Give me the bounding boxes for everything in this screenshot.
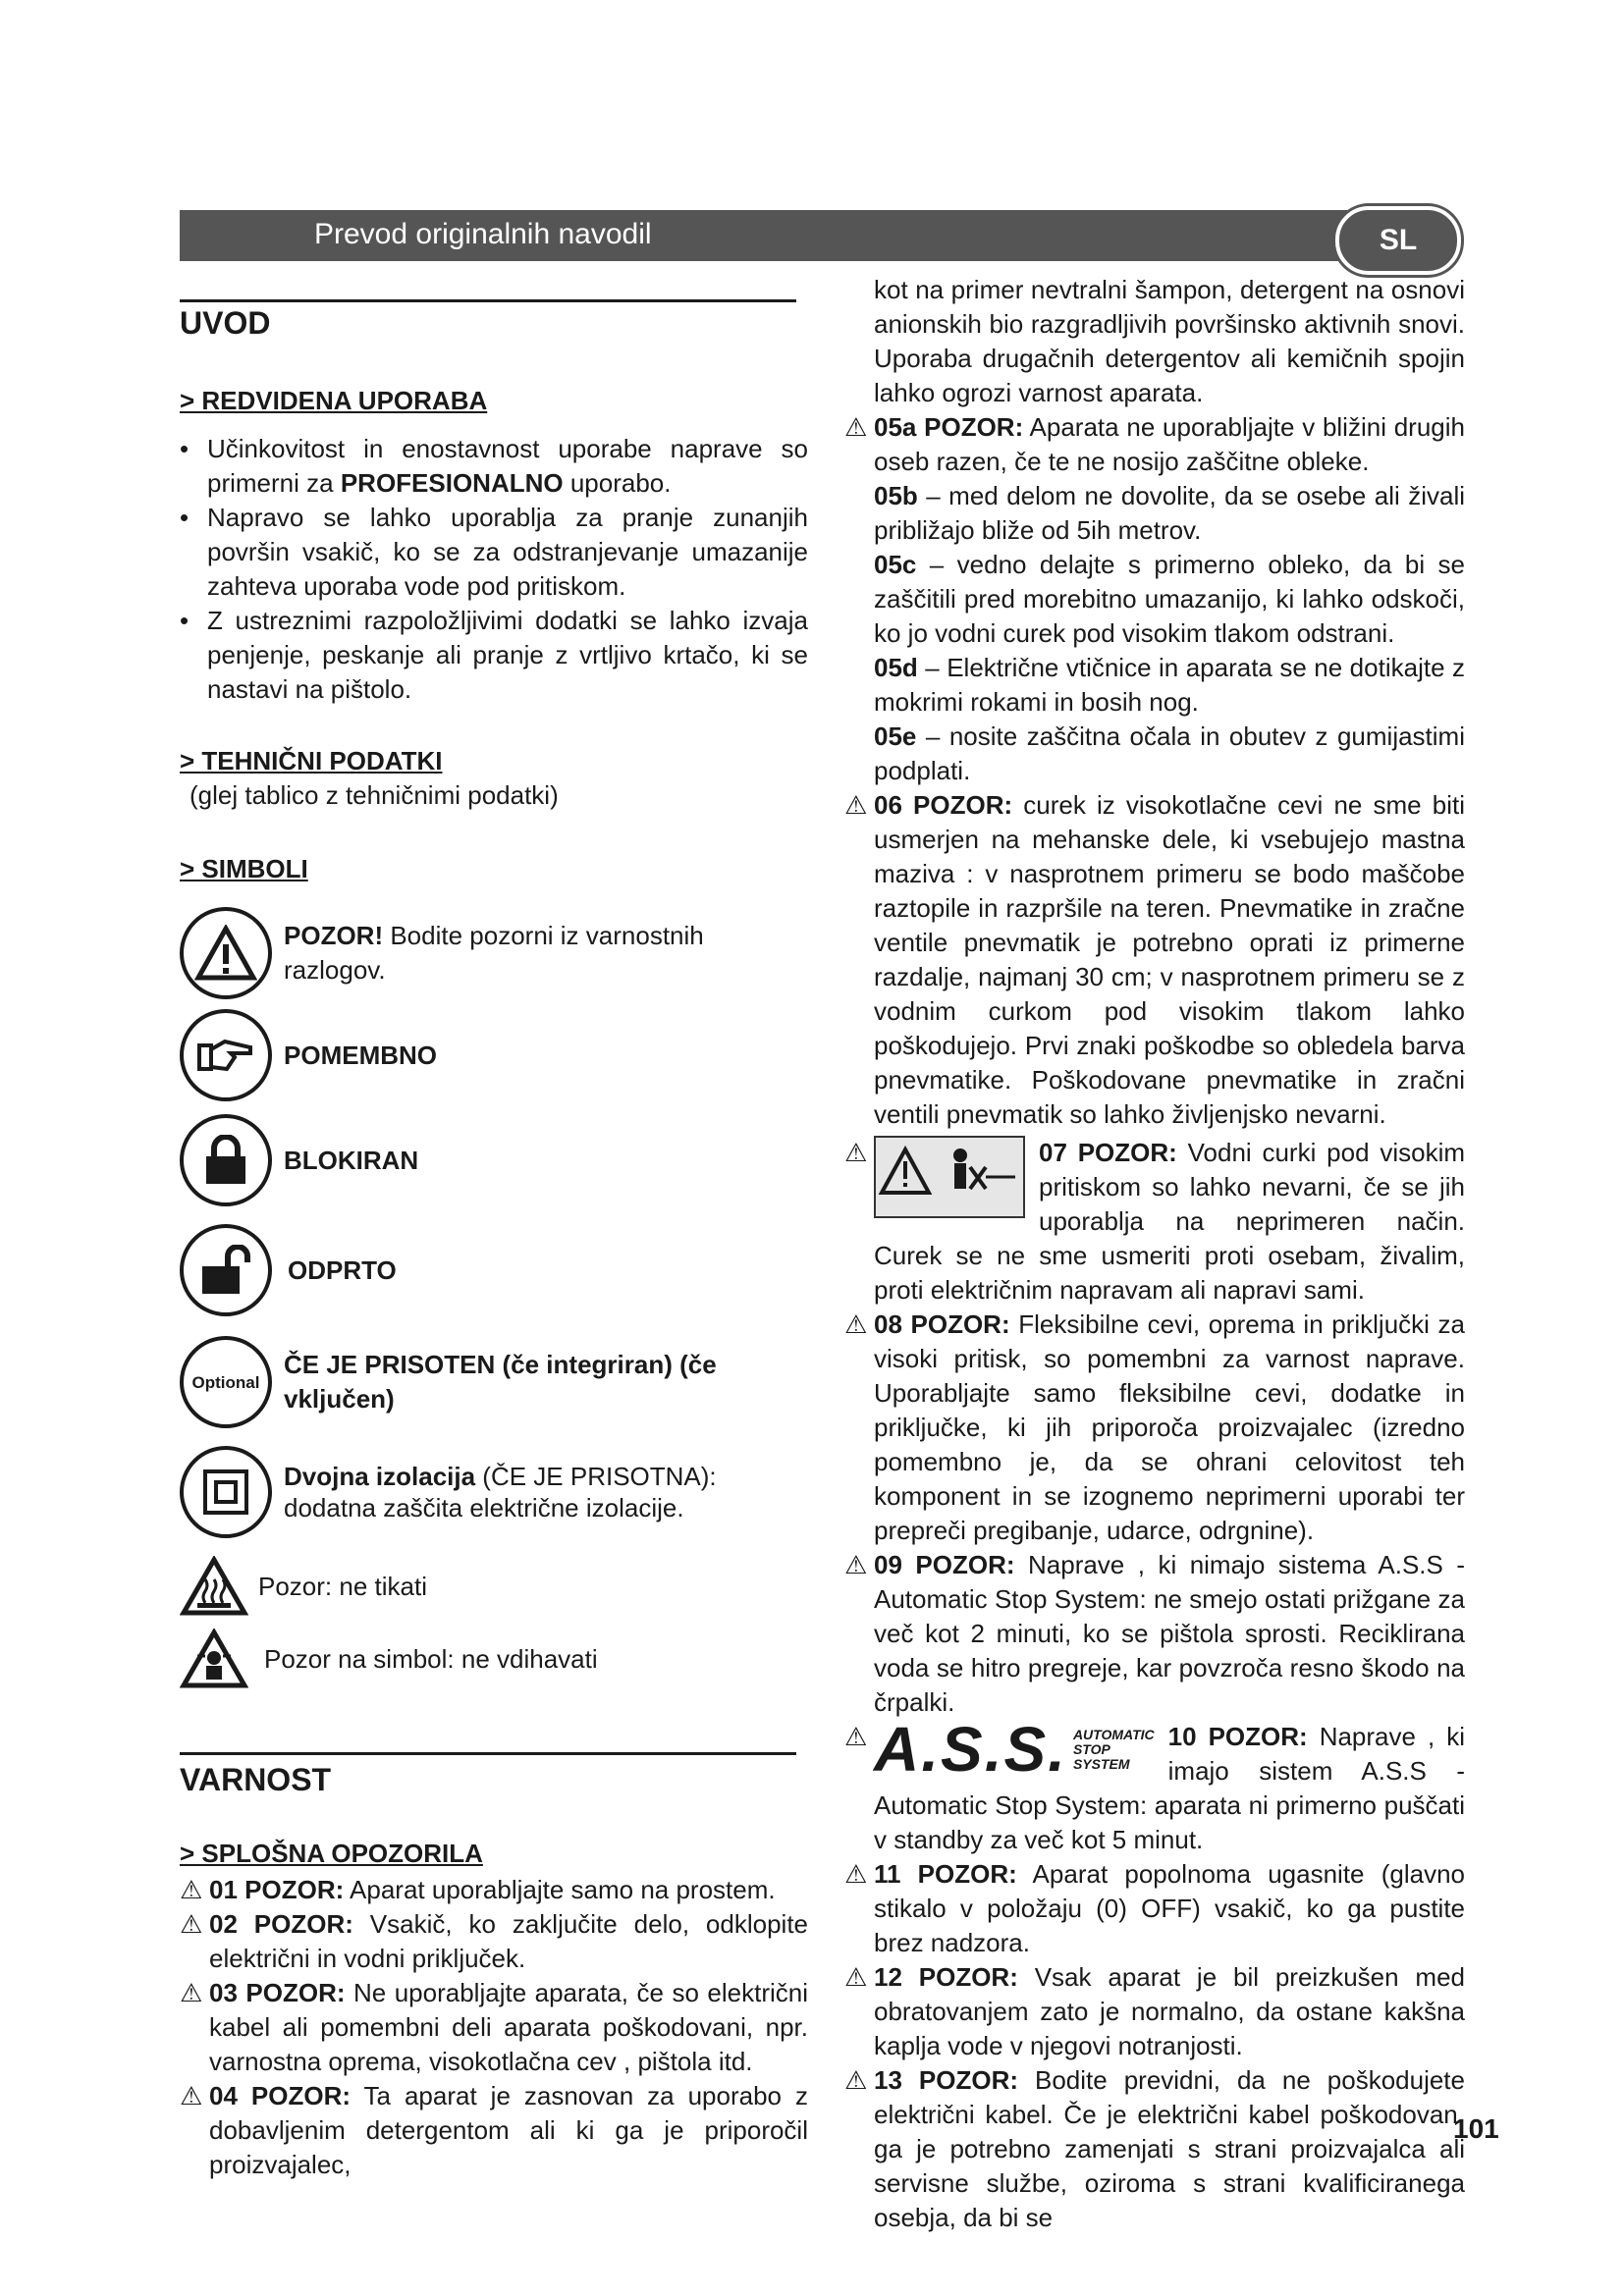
warning-triangle-icon: ⚠	[180, 2081, 203, 2110]
symbol-row-blokiran: BLOKIRAN	[180, 1106, 808, 1214]
warning-item: ⚠ 01 POZOR: Aparat uporabljajte samo na prostem.	[180, 1873, 808, 1907]
warning-triangle-icon: ⚠	[180, 1909, 203, 1939]
symbol-row-dvojna: Dvojna izolacija (ČE JE PRISOTNA): dodatna zaščita električne izolacije.	[180, 1438, 808, 1546]
symbol-row-pozor: POZOR! Bodite pozorni iz varnostnih razlogov.	[180, 902, 808, 1004]
warning-item: ⚠ 13 POZOR: Bodite previdni, da ne poškodujete električni kabel. Če je električni kabel poškodovan, ga je potrebno zamenjati s strani proizvajalca ali servisne službe, oziroma s strani kvalificiranega osebja, da bi se	[844, 2065, 1465, 2232]
warning-item: ⚠ A.S.S. AUTOMATIC STOP SYSTEM 10 POZOR: Naprave , ki imajo sistem A.S.S - Automatic Stop System: aparata ni primerno puščati v standby za več kot 5 minut.	[844, 1714, 1465, 1854]
heading-splosna: > SPLOŠNA OPOZORILA	[180, 1839, 483, 1868]
tehnicni-text: (glej tablico z tehničnimi podatki)	[189, 780, 559, 810]
hot-surface-icon	[180, 1556, 248, 1617]
warning-item: ⚠ 12 POZOR: Vsak aparat je bil preizkušen med obratovanjem zato je normalno, da ostane kakšna kaplja vode v njegovi notranjosti.	[844, 1962, 1465, 2060]
intended-use-list	[180, 432, 808, 707]
warning-item: ⚠ 11 POZOR: Aparat popolnoma ugasnite (glavno stikalo v položaju (0) OFF) vsakič, ko ga pustite brez nadzora.	[844, 1859, 1465, 1957]
warning-subitem: 05c – vedno delajte s primerno obleko, da bi se zaščitili pred morebitno umazanijo, ki lahko odskoči, ko jo vodni curek pod visokim tlakom odstrani.	[874, 550, 1465, 648]
left-column	[180, 294, 808, 2182]
warning-triangle-icon: ⚠	[844, 412, 868, 442]
lock-closed-icon	[180, 1114, 272, 1206]
symbol-row-pomembno: POMEMBNO	[180, 1004, 808, 1106]
divider	[180, 299, 796, 302]
warning-triangle-icon: ⚠	[844, 1138, 868, 1167]
warning-icon	[180, 907, 272, 999]
ass-logo: A.S.S. AUTOMATIC STOP SYSTEM	[874, 1714, 1155, 1785]
heading-tehnicni: > TEHNIČNI PODATKI	[180, 746, 443, 775]
header-title: Prevod originalnih navodil	[314, 218, 652, 250]
list-item: • Učinkovitost in enostavnost uporabe naprave so primerni za PROFESIONALNO uporabo.	[180, 432, 808, 501]
warning-triangle-icon: ⚠	[844, 1722, 868, 1751]
symbol-row-ne-tikati: Pozor: ne tikati	[180, 1550, 808, 1623]
language-badge: SL	[1335, 206, 1461, 275]
divider	[180, 1752, 796, 1755]
page-number: 101	[1453, 2113, 1499, 2144]
pointing-hand-icon	[180, 1009, 272, 1101]
optional-icon: Optional	[180, 1336, 272, 1428]
warning-subitem: 05e – nosite zaščitna očala in obutev z gumijastimi podplati.	[874, 721, 1465, 785]
warning-subitem: 05b – med delom ne dovolite, da se osebe ali živali približajo bliže od 5ih metrov.	[874, 481, 1465, 545]
warning-triangle-icon: ⚠	[844, 1859, 868, 1889]
warning-triangle-icon: ⚠	[844, 1309, 868, 1339]
warning-item: ⚠ 04 POZOR: Ta aparat je zasnovan za uporabo z dobavljenim detergentom ali ki ga je priporočil proizvajalec,	[180, 2081, 808, 2179]
warning-triangle-icon: ⚠	[180, 1875, 203, 1904]
water-jet-pictogram	[874, 1136, 1025, 1218]
warning-triangle-icon: ⚠	[844, 1962, 868, 1992]
heading-redvidena: > REDVIDENA UPORABA	[180, 386, 488, 415]
warning-subitem: 05d – Električne vtičnice in aparata se ne dotikajte z mokrimi rokami in bosih nog.	[874, 653, 1465, 717]
warning-triangle-icon: ⚠	[844, 1550, 868, 1579]
detergent-continuation: kot na primer nevtralni šampon, detergent na osnovi anionskih bio razgradljivih površinsko aktivnih snovi. Uporaba drugačnih detergentov ali kemičnih spojin lahko ogrozi varnost aparata.	[874, 275, 1465, 407]
warning-triangle-icon: ⚠	[180, 1978, 203, 2007]
symbol-row-optional: Optional ČE JE PRISOTEN (če integriran) (če vključen)	[180, 1326, 808, 1438]
list-item: • Z ustreznimi razpoložljivimi dodatki se lahko izvaja penjenje, peskanje ali pranje z vrtljivo krtačo, ki se nastavi na pištolo.	[180, 604, 808, 707]
warning-item: ⚠ 06 POZOR: curek iz visokotlačne cevi ne sme biti usmerjen na mehanske dele, ki vsebujejo mastna maziva : v nasprotnem primeru se bodo maščobe raztopile in razpršile na teren. Pnevmatike in zračne ventile pnevmatik je potrebno oprati iz primerne razdalje, najmanj 30 cm; v nasprotnem primeru se z vodnim curkom pod visokim tlakom lahko poškodujejo. Prvi znaki poškodbe so obledela barva pnevmatike. Poškodovane pnevmatike in zračni ventili pnevmatik so lahko življenjsko nevarni.	[844, 790, 1465, 1129]
no-inhale-icon	[180, 1629, 248, 1689]
warning-item: ⚠ 03 POZOR: Ne uporabljajte aparata, če so električni kabel ali pomembni deli aparata poškodovani, npr. varnostna oprema, visokotlačna cev , pištola itd.	[180, 1978, 808, 2076]
warning-item: ⚠ 08 POZOR: Fleksibilne cevi, oprema in priključki za visoki pritisk, so pomembni za varnost naprave. Uporabljajte samo fleksibilne cevi, dodatke in priključke, ki jih priporoča proizvajalec (izredno pomembno je, da se ohrani celovitost teh komponent in se izognemo neprimerni uporabi ter prepreči pregibanje, udarce, odrgnine).	[844, 1309, 1465, 1545]
double-insulation-icon	[180, 1446, 272, 1538]
right-column	[844, 273, 1465, 2235]
heading-simboli: > SIMBOLI	[180, 854, 308, 883]
warning-item: ⚠ 02 POZOR: Vsakič, ko zaključite delo, odklopite električni in vodni priključek.	[180, 1909, 808, 1973]
warnings-list	[180, 1873, 808, 2182]
warning-item: ⚠ 07 POZOR: Vodni curki pod visokim pritiskom so lahko nevarni, če se jih uporablja na neprimeren način. Curek se ne sme usmeriti proti osebam, živalim, proti električnim napravam ali napravi sami.	[844, 1138, 1466, 1305]
section-varnost: VARNOST	[180, 1762, 332, 1797]
warning-triangle-icon: ⚠	[844, 2065, 868, 2095]
warning-item: ⚠ 05a POZOR: Aparata ne uporabljajte v bližini drugih oseb razen, če te ne nosijo zaščitne obleke.	[844, 412, 1465, 476]
section-uvod: UVOD	[180, 305, 271, 341]
symbol-row-odprto: ODPRTO	[180, 1214, 808, 1326]
symbol-row-ne-vdihavati: Pozor na simbol: ne vdihavati	[180, 1623, 808, 1695]
warning-item: ⚠ 09 POZOR: Naprave , ki nimajo sistema A.S.S - Automatic Stop System: ne smejo ostati prižgane za več kot 2 minuti, ko se pištola sprosti. Reciklirana voda se hitro pregreje, kar povzroča resno škodo na črpalki.	[844, 1550, 1465, 1717]
lock-open-icon	[180, 1224, 272, 1316]
list-item: • Napravo se lahko uporablja za pranje zunanjih površin vsakič, ko se za odstranjevanje umazanije zahteva uporaba vode pod pritiskom.	[180, 501, 808, 604]
warning-triangle-icon: ⚠	[844, 790, 868, 820]
